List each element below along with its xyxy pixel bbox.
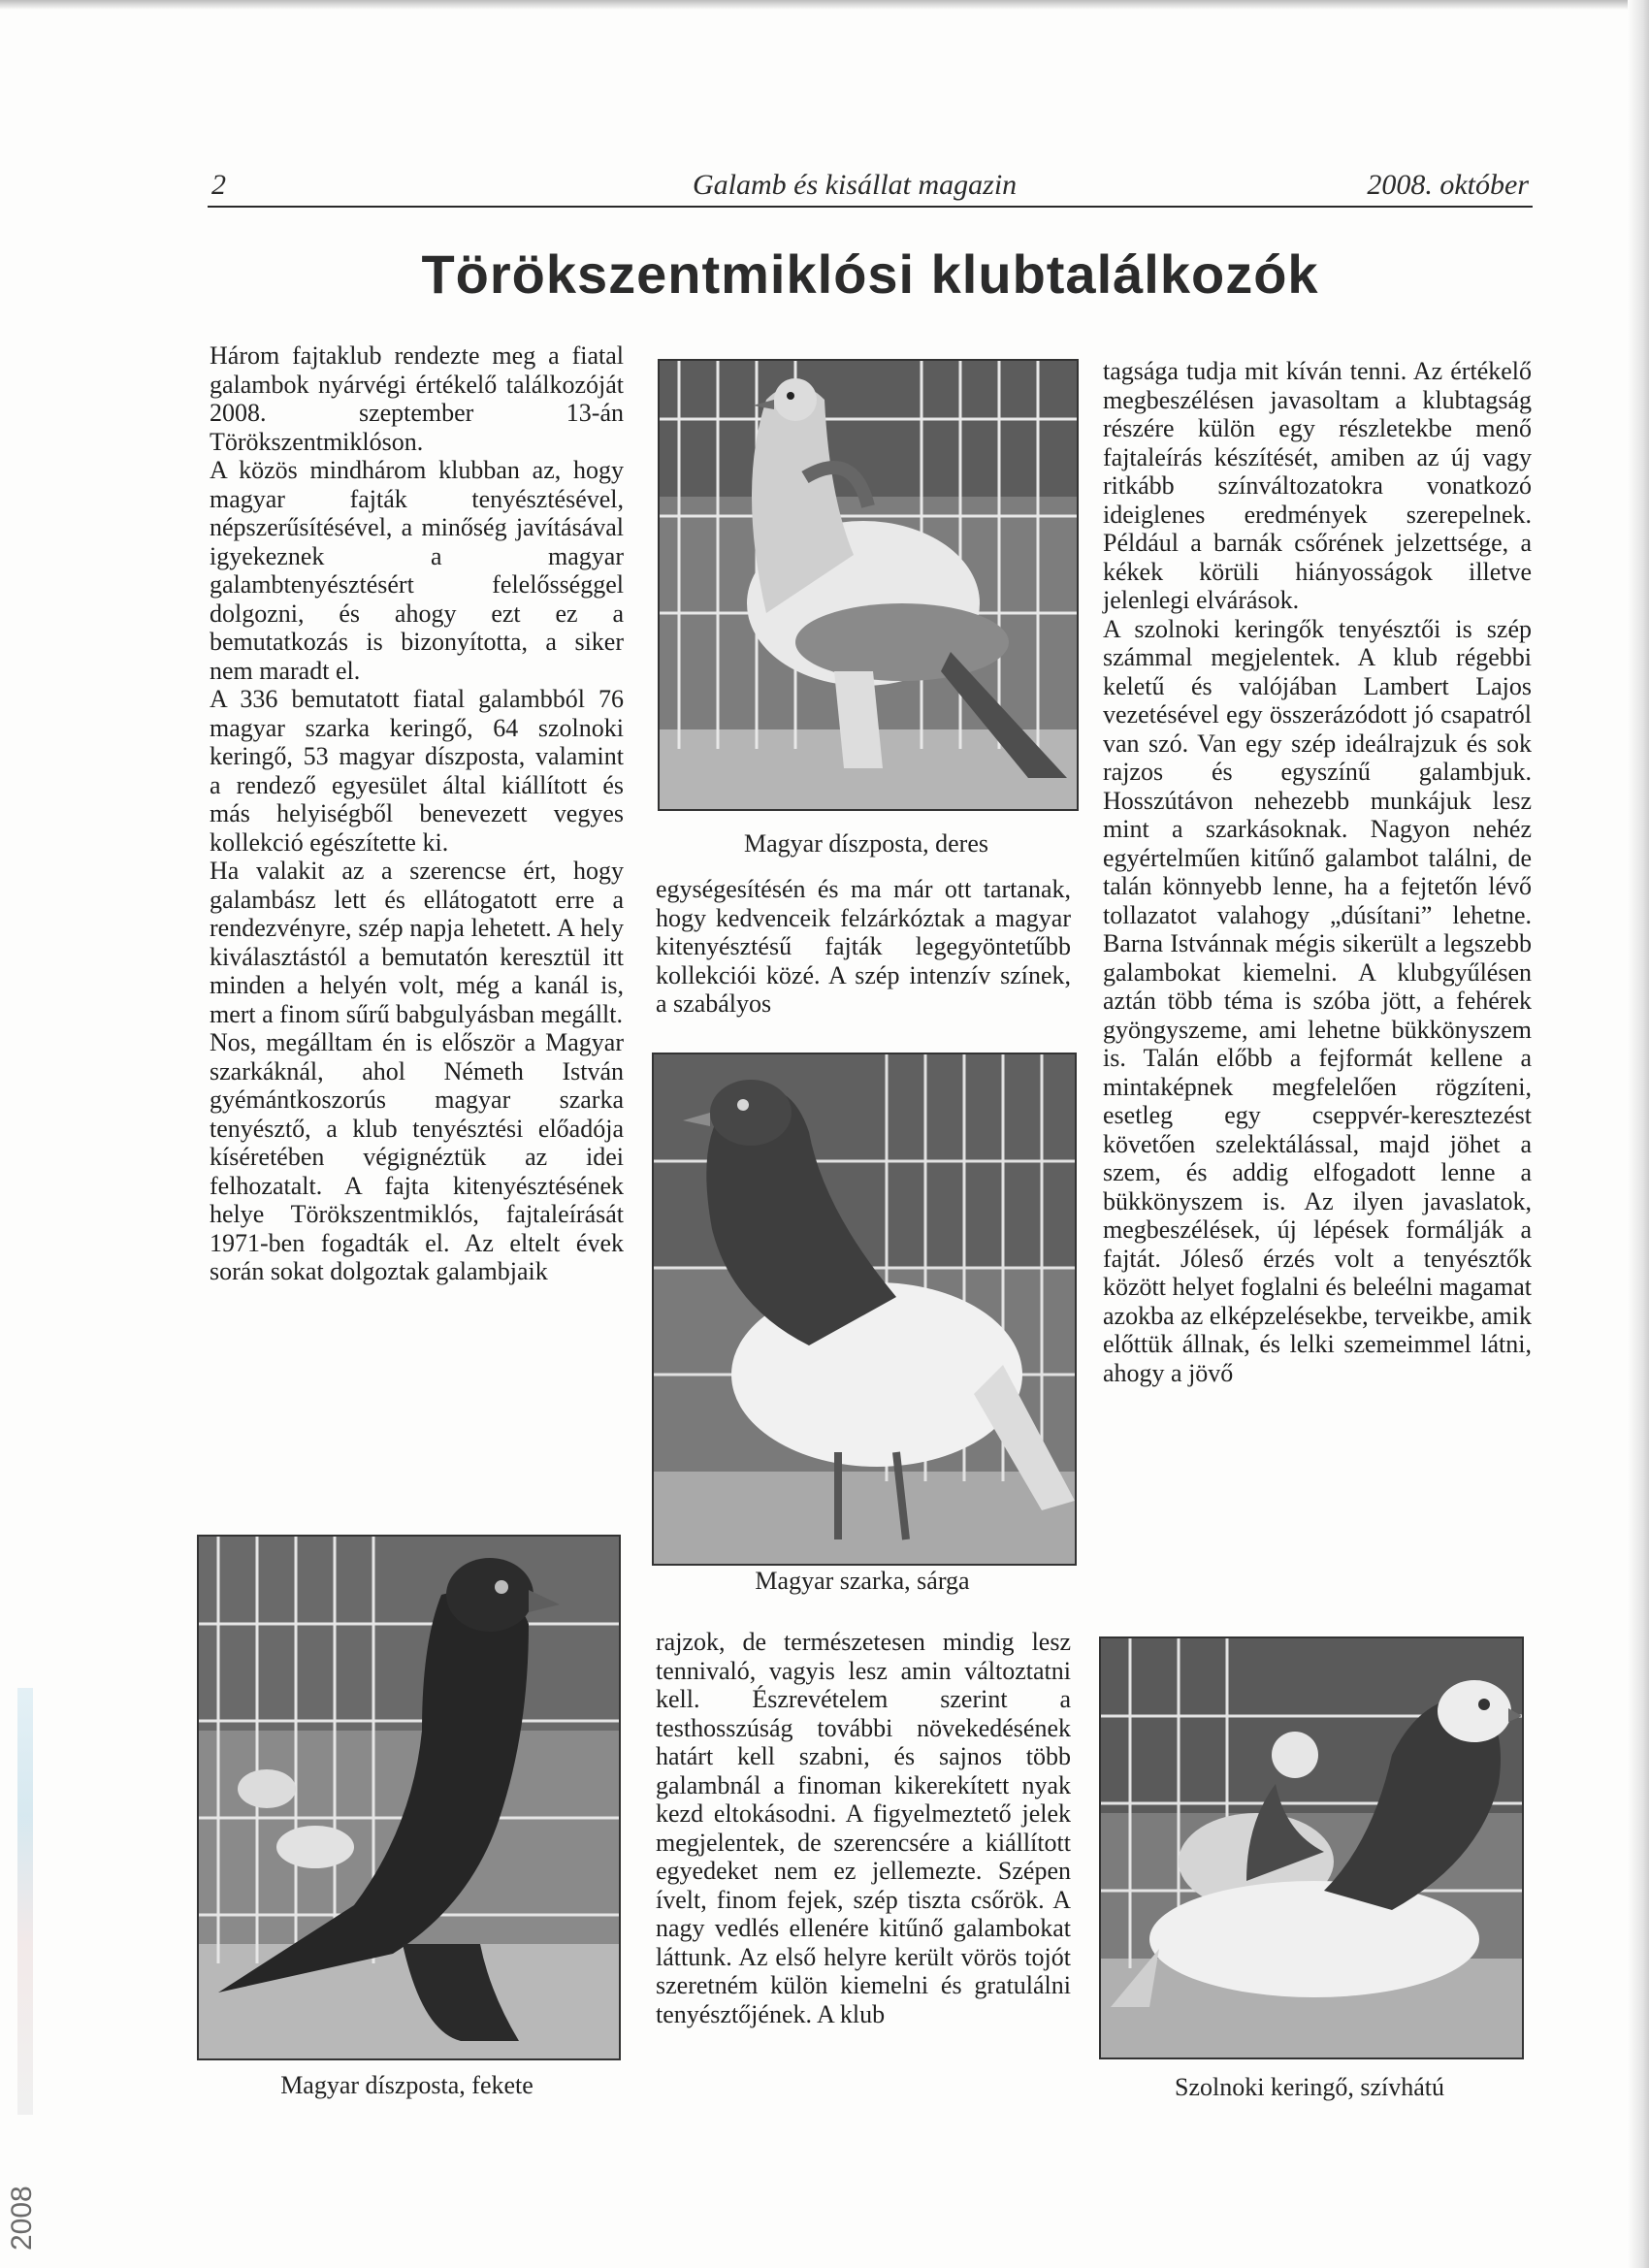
paragraph: A szolnoki keringők tenyésztői is szép számmal megjelentek. A klub régebbi keletű és valójában Lambert Lajos vezetésével egy összerázódott jó csapatról van szó. Van egy szép ideálrajzuk és sok rajzos és egyszínű galambjuk. Hosszútávon nehezebb munkájuk lesz mint a szarkásoknak. Nagyon nehéz egyértelműen kitűnő galambot találni, de talán könnyebb lenne, ha a fejtetőn lévő tollazatot valahogy „dúsítani” lehetne. Barna Istvánnak mégis sikerült a legszebb galambokat kiemelni. A klubgyűlésen aztán több téma is szóba jött, a fehérek gyöngyszeme, ami lehetne bükkönyszem is. Talán előbb a fejformát kellene a mintaképnek megfelelően rögzíteni, esetleg egy cseppvér-keresztezést követően szelektálással, majd jöhet a szem, és addig elfogadott lenne a bükkönyszem is. Az ilyen javaslatok, megbeszélések, új lépések formálják a fajtát. Jóleső érzés volt a tenyésztők között helyet foglalni és beleélni magamat azokba az elképzelésekbe, terveikbe, amik előttük állnak, és lelki szemeimmel látni, ahogy a jövő (1103, 614, 1532, 1387)
running-header (208, 163, 1533, 208)
article-column-3 (1103, 357, 1532, 1387)
adjacent-page-text: 2008 (6, 2186, 38, 2251)
paragraph: A 336 bemutatott fiatal galambból 76 magyar szarka keringő, 64 szolnoki keringő, 53 magyar díszposta, valamint a rendező egyesület által kiállított és más helyiségből benevezett vegyes kollekció egészítette ki. (210, 685, 624, 857)
scan-right-edge (1628, 0, 1649, 2268)
photo-caption: Szolnoki keringő, szívhátú (1174, 2073, 1444, 2101)
photo-szolnoki-keringo-szivhatu (1099, 1636, 1524, 2059)
scan-top-edge (0, 0, 1649, 10)
page-number: 2 (211, 169, 226, 201)
article-column-1 (210, 341, 624, 1286)
photo-caption: Magyar díszposta, deres (744, 829, 988, 858)
photo-magyar-diszposta-fekete (197, 1535, 621, 2060)
paragraph: A közös mindhárom klubban az, hogy magyar fajták tenyésztésével, népszerűsítésével, a minőség javításával igyekeznek a magyar galambtenyésztésért felelősséggel dolgozni, és ahogy ezt ez a bemutatkozás is bizonyította, a siker nem maradt el. (210, 456, 624, 685)
article-column-2-bottom (656, 1628, 1071, 2028)
photo-magyar-diszposta-deres (658, 359, 1079, 811)
photo-caption: Magyar szarka, sárga (755, 1567, 970, 1595)
adjacent-page-strip (17, 1688, 33, 2115)
photo-magyar-szarka-sarga (652, 1053, 1077, 1566)
photo-caption: Magyar díszposta, fekete (280, 2071, 534, 2099)
article-column-2-top (656, 875, 1071, 1019)
magazine-name: Galamb és kisállat magazin (693, 169, 1018, 201)
paragraph: Három fajtaklub rendezte meg a fiatal galambok nyárvégi értékelő találkozóját 2008. szeptember 13-án Törökszentmiklóson. (210, 341, 624, 456)
paragraph: tagsága tudja mit kíván tenni. Az értékelő megbeszélésen javasoltam a klubtagság részére külön egy részletekbe menő fajtaleírás készítését, amiben az új vagy ritkább színváltozatokra vonatkozó ideiglenes eredmények szerepelnek. Például a barnák csőrének jelzettsége, a kékek körüli hiányosságok illetve jelenlegi elvárások. (1103, 357, 1532, 614)
paragraph: egységesítésén és ma már ott tartanak, hogy kedvenceik felzárkóztak a magyar kitenyésztésű fajták legegyöntetűbb kollekciói közé. A szép intenzív színek, a szabályos (656, 875, 1071, 1018)
paragraph: Nos, megálltam én is először a Magyar szarkáknál, ahol Németh István gyémántkoszorús magyar szarka tenyésztő, a klub tenyésztési előadója kíséretében végignéztük az idei felhozatalt. A fajta kitenyésztésének helye Törökszentmiklós, fajtaleírását 1971-ben fogadták el. Az eltelt évek során sokat dolgoztak galambjaik (210, 1028, 624, 1285)
article-title: Törökszentmiklósi klubtalálkozók (421, 243, 1319, 305)
paragraph: Ha valakit az a szerencse ért, hogy galambász lett és ellátogatott erre a rendezvényre, szép napja lehetett. A hely kiválasztástól a bemutatón keresztül itt minden a helyén volt, még a kanál is, mert a finom sűrű babgulyásban megállt. (210, 857, 624, 1028)
paragraph: rajzok, de természetesen mindig lesz tennivaló, vagyis lesz amin változtatni kell. Észrevételem szerint a testhosszúság további növekedésének határt kell szabni, és sajnos több galambnál a finoman kikerekített nyak kezd eltokásodni. A figyelmeztető jelek megjelentek, de szerencsére a kiállított egyedeket nem ez jellemezte. Szépen ívelt, finom fejek, szép tiszta csőrök. A nagy vedlés ellenére kitűnő galambokat láttunk. Az első helyre került vörös tojót szeretném külön kiemelni és gratulálni tenyésztőjének. A klub (656, 1628, 1071, 2028)
issue-date: 2008. október (1367, 169, 1529, 201)
